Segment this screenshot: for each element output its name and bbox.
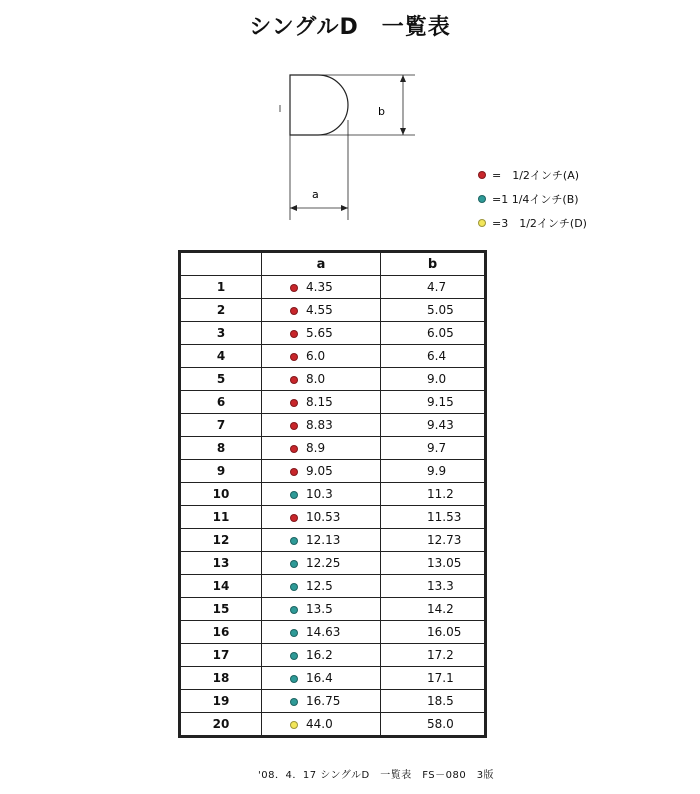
row-index: 5 [181, 368, 262, 391]
value-a: 6.0 [306, 349, 326, 363]
row-index: 4 [181, 345, 262, 368]
table-row [181, 598, 485, 621]
row-index: 20 [181, 713, 262, 736]
dimension-table [180, 252, 485, 736]
table-row [181, 713, 485, 736]
value-b: 14.2 [381, 598, 485, 621]
row-index: 1 [181, 276, 262, 299]
teal-dot-icon [290, 698, 298, 706]
red-dot-icon [290, 307, 298, 315]
row-index: 10 [181, 483, 262, 506]
teal-dot-icon [290, 583, 298, 591]
value-a-cell [262, 552, 381, 575]
table-row [181, 667, 485, 690]
value-a: 8.83 [306, 418, 333, 432]
value-a: 12.13 [306, 533, 341, 547]
value-b: 9.7 [381, 437, 485, 460]
table-row [181, 345, 485, 368]
table-row [181, 575, 485, 598]
value-a-cell [262, 621, 381, 644]
row-index: 9 [181, 460, 262, 483]
table-row [181, 621, 485, 644]
value-b: 13.05 [381, 552, 485, 575]
value-a: 8.15 [306, 395, 333, 409]
value-b: 6.4 [381, 345, 485, 368]
value-a: 8.0 [306, 372, 326, 386]
value-b: 5.05 [381, 299, 485, 322]
row-index: 2 [181, 299, 262, 322]
value-a-cell [262, 322, 381, 345]
value-a-cell [262, 529, 381, 552]
row-index: 19 [181, 690, 262, 713]
value-b: 9.15 [381, 391, 485, 414]
table-row [181, 437, 485, 460]
legend-label: = 1/2インチ(A) [492, 169, 580, 182]
value-a: 12.5 [306, 579, 333, 593]
yellow-dot-icon [290, 721, 298, 729]
teal-dot-icon [290, 652, 298, 660]
value-b: 18.5 [381, 690, 485, 713]
value-a-cell [262, 437, 381, 460]
table-body [181, 276, 485, 736]
value-a: 5.65 [306, 326, 333, 340]
row-index: 8 [181, 437, 262, 460]
header-b: b [381, 253, 485, 276]
table-row [181, 322, 485, 345]
teal-dot-icon [290, 629, 298, 637]
value-a: 14.63 [306, 625, 341, 639]
teal-dot-icon [290, 675, 298, 683]
value-a-cell [262, 414, 381, 437]
row-index: 11 [181, 506, 262, 529]
teal-dot-icon [290, 560, 298, 568]
teal-dot-icon [478, 195, 486, 203]
table-row [181, 483, 485, 506]
teal-dot-icon [290, 491, 298, 499]
value-b: 11.53 [381, 506, 485, 529]
value-a: 16.2 [306, 648, 333, 662]
value-a-cell [262, 598, 381, 621]
table-row [181, 391, 485, 414]
red-dot-icon [290, 445, 298, 453]
header-index [181, 253, 262, 276]
teal-dot-icon [290, 606, 298, 614]
value-b: 4.7 [381, 276, 485, 299]
value-b: 9.9 [381, 460, 485, 483]
value-a-cell [262, 460, 381, 483]
value-a-cell [262, 690, 381, 713]
legend-item-three-half-inch [478, 211, 587, 235]
row-index: 12 [181, 529, 262, 552]
value-a-cell [262, 299, 381, 322]
value-a: 10.3 [306, 487, 333, 501]
value-a: 16.75 [306, 694, 341, 708]
table-row [181, 460, 485, 483]
value-a: 13.5 [306, 602, 333, 616]
value-b: 17.1 [381, 667, 485, 690]
value-a: 10.53 [306, 510, 341, 524]
value-a: 9.05 [306, 464, 333, 478]
value-a: 4.55 [306, 303, 333, 317]
header-a: a [262, 253, 381, 276]
row-index: 16 [181, 621, 262, 644]
value-b: 9.43 [381, 414, 485, 437]
value-b: 9.0 [381, 368, 485, 391]
red-dot-icon [290, 376, 298, 384]
row-index: 14 [181, 575, 262, 598]
table-row [181, 299, 485, 322]
value-a-cell [262, 575, 381, 598]
yellow-dot-icon [478, 219, 486, 227]
red-dot-icon [290, 468, 298, 476]
legend-item-one-quarter-inch [478, 187, 587, 211]
value-b: 58.0 [381, 713, 485, 736]
red-dot-icon [290, 514, 298, 522]
row-index: 17 [181, 644, 262, 667]
red-dot-icon [290, 284, 298, 292]
value-a: 16.4 [306, 671, 333, 685]
table-row [181, 529, 485, 552]
table-row [181, 414, 485, 437]
red-dot-icon [290, 422, 298, 430]
row-index: 7 [181, 414, 262, 437]
value-a-cell [262, 483, 381, 506]
legend-item-half-inch [478, 163, 587, 187]
row-index: 15 [181, 598, 262, 621]
color-legend [478, 163, 587, 235]
value-b: 16.05 [381, 621, 485, 644]
legend-label: =1 1/4インチ(B) [492, 193, 579, 206]
table-row [181, 276, 485, 299]
value-a-cell [262, 345, 381, 368]
d-profile-shape [290, 75, 348, 135]
value-b: 13.3 [381, 575, 485, 598]
value-a-cell [262, 644, 381, 667]
page-title: シングルD 一覧表 [249, 15, 451, 40]
teal-dot-icon [290, 537, 298, 545]
value-a: 8.9 [306, 441, 326, 455]
row-index: 6 [181, 391, 262, 414]
row-index: 3 [181, 322, 262, 345]
table-header-row [181, 253, 485, 276]
table-row [181, 644, 485, 667]
value-a-cell [262, 713, 381, 736]
value-b: 11.2 [381, 483, 485, 506]
footer-note: '08．4．17 シングルD 一覧表 FS－080 3版 [258, 770, 495, 781]
value-a-cell [262, 506, 381, 529]
table-row [181, 506, 485, 529]
table-row [181, 368, 485, 391]
dimension-diagram [270, 60, 430, 230]
red-dot-icon [478, 171, 486, 179]
value-a: 4.35 [306, 280, 333, 294]
red-dot-icon [290, 330, 298, 338]
value-a-cell [262, 276, 381, 299]
dimension-a-label: a [312, 188, 319, 201]
table-row [181, 552, 485, 575]
value-b: 6.05 [381, 322, 485, 345]
row-index: 13 [181, 552, 262, 575]
dimension-b-label: b [378, 105, 385, 118]
value-b: 17.2 [381, 644, 485, 667]
value-a-cell [262, 667, 381, 690]
value-b: 12.73 [381, 529, 485, 552]
red-dot-icon [290, 353, 298, 361]
red-dot-icon [290, 399, 298, 407]
table-row [181, 690, 485, 713]
value-a-cell [262, 391, 381, 414]
row-index: 18 [181, 667, 262, 690]
value-a: 44.0 [306, 717, 333, 731]
legend-label: =3 1/2インチ(D) [492, 217, 587, 230]
value-a-cell [262, 368, 381, 391]
value-a: 12.25 [306, 556, 341, 570]
